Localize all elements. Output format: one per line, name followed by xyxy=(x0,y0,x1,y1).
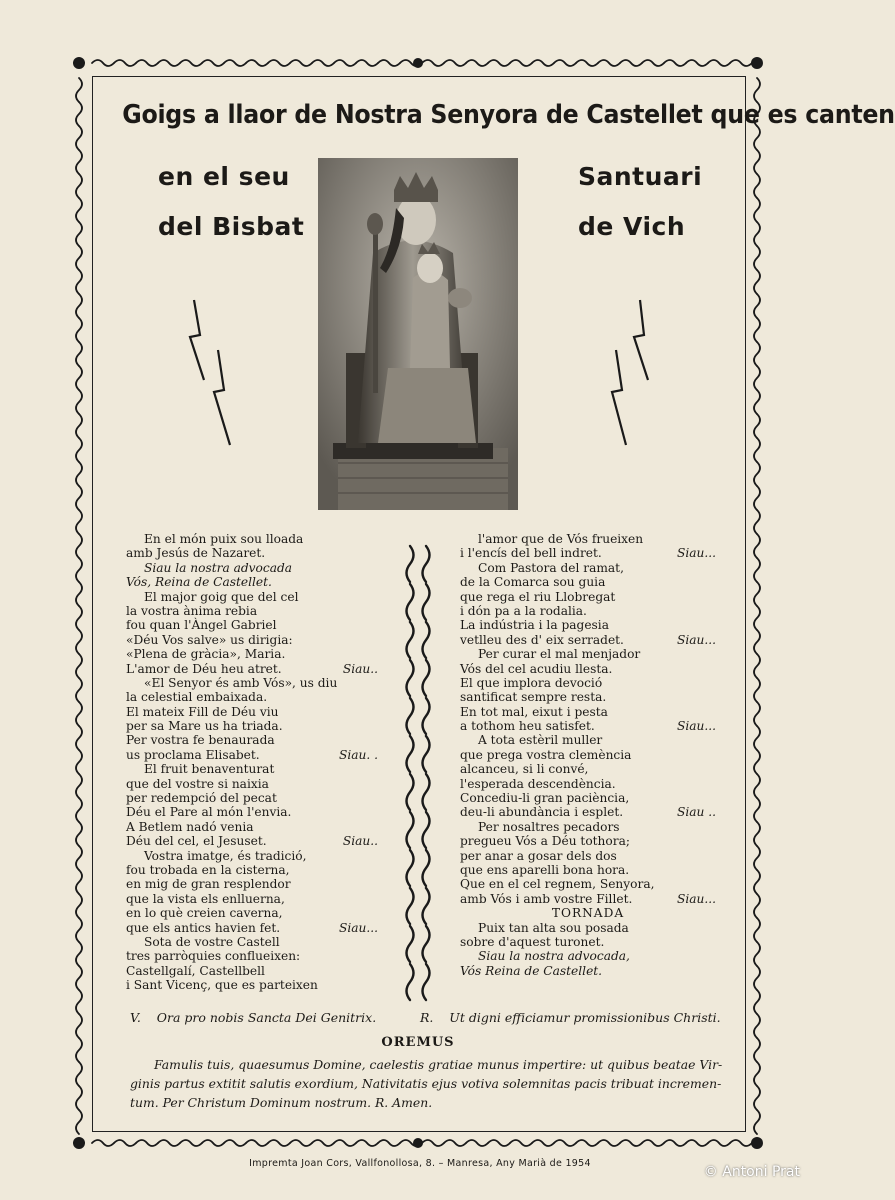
verse-line: per redempció del pecat xyxy=(126,791,277,806)
verse-line: tres parròquies conflueixen: xyxy=(126,949,301,964)
verse-line: L'amor de Déu heu atret. Siau.. xyxy=(126,661,378,676)
verse-line: l'esperada descendència. xyxy=(460,776,616,791)
prayer-line: Famulis tuis, quaesumus Domine, caelestis gratiae munus impertire: ut quibus beatae Vir- xyxy=(154,1057,723,1072)
oremus-prayer xyxy=(130,1055,723,1112)
verse-line: sobre d'aquest turonet. xyxy=(460,934,605,949)
verse-line: i dón pa a la rodalia. xyxy=(460,603,587,618)
verse-line: que del vostre si naixia xyxy=(126,776,269,791)
verse-line: que els antics havien fet. Siau... xyxy=(126,920,378,935)
verse-line: alcanceu, si li convé, xyxy=(460,762,589,777)
verse-line: Concediu-li gran paciència, xyxy=(460,791,630,806)
verse-line: amb Vós i amb vostre Fillet. Siau... xyxy=(460,891,716,906)
verse-line: Per vostra fe benaurada xyxy=(126,733,275,748)
verses-left-column xyxy=(126,532,378,993)
versicle-r: R. Ut digni efficiamur promissionibus Christi. xyxy=(420,1010,721,1025)
verse-line: vetlleu des d' eix serradet. Siau... xyxy=(460,632,716,647)
verse-line: us proclama Elisabet. Siau. . xyxy=(126,747,378,762)
verse-line: per anar a gosar dels dos xyxy=(460,848,617,863)
subtitle-left-2: del Bisbat xyxy=(158,212,305,241)
verse-line: en mig de gran resplendor xyxy=(126,877,291,892)
verse-line: La indústria i la pagesia xyxy=(460,618,609,633)
verse-line: El mateix Fill de Déu viu xyxy=(126,704,279,719)
verse-line: que ens aparelli bona hora. xyxy=(460,862,630,877)
printer-imprint: Impremta Joan Cors, Vallfonollosa, 8. – Manresa, Any Marià de 1954 xyxy=(249,1158,591,1169)
refrain-marker: Siau.. xyxy=(342,661,378,676)
verse-line: pregueu Vós a Déu tothora; xyxy=(460,834,630,849)
verse-line: El que implora devoció xyxy=(460,675,603,690)
verse-line: Siau la nostra advocada, xyxy=(478,949,630,964)
refrain-marker: Siau.. xyxy=(342,834,378,849)
verse-line: que prega vostra clemència xyxy=(460,747,632,762)
verse-line: Per nosaltres pecadors xyxy=(478,819,620,834)
page-title: Goigs a llaor de Nostra Senyora de Castellet que es canten xyxy=(122,100,895,130)
refrain-marker: Siau... xyxy=(677,719,716,734)
versicle-v: V. Ora pro nobis Sancta Dei Genitrix. xyxy=(130,1010,377,1025)
verse-line: Siau la nostra advocada xyxy=(144,560,293,575)
verse-line: El major goig que del cel xyxy=(144,589,299,604)
refrain-marker: Siau. . xyxy=(339,747,378,762)
verse-line: Castellgalí, Castellbell xyxy=(126,963,265,978)
verse-line: per sa Mare us ha triada. xyxy=(126,719,283,734)
verse-line: santificat sempre resta. xyxy=(460,690,607,705)
verse-line: de la Comarca sou guia xyxy=(460,575,606,590)
verse-line: En el món puix sou lloada xyxy=(144,532,304,546)
verse-line: fou quan l'Àngel Gabriel xyxy=(126,618,277,633)
verse-line: Per curar el mal menjador xyxy=(478,647,641,662)
verse-line: i Sant Vicenç, que es parteixen xyxy=(126,978,318,993)
verse-line: Vostra imatge, és tradició, xyxy=(144,848,307,863)
verses-right-column xyxy=(460,532,716,978)
verse-line: Déu el Pare al món l'envia. xyxy=(126,805,292,820)
verse-line: i l'encís del bell indret. Siau... xyxy=(460,546,716,561)
verse-line: que la vista els enlluerna, xyxy=(126,891,285,906)
prayer-line: tum. Per Christum Dominum nostrum. R. Amen. xyxy=(130,1095,433,1110)
verse-line: la celestial embaixada. xyxy=(126,690,268,705)
verse-line: Vós del cel acudiu llesta. xyxy=(460,661,613,676)
verse-line: A Betlem nadó venia xyxy=(126,819,254,834)
refrain-marker: Siau... xyxy=(339,920,378,935)
verse-line: Déu del cel, el Jesuset. Siau.. xyxy=(126,834,378,849)
verse-line: A tota estèril muller xyxy=(478,733,603,748)
verse-line: El fruit benaventurat xyxy=(144,762,275,777)
verse-line: En tot mal, eixut i pesta xyxy=(460,704,608,719)
copyright-watermark: © Antoni Prat xyxy=(703,1164,800,1180)
verse-line: fou trobada en la cisterna, xyxy=(126,862,290,877)
verse-line: la vostra ànima rebia xyxy=(126,603,258,618)
verse-line: deu-li abundància i esplet. Siau .. xyxy=(460,805,716,820)
verse-line: «Déu Vos salve» us dirigia: xyxy=(126,632,293,647)
prayer-line: ginis partus extitit salutis exordium, Nativitatis ejus votiva solemnitas pacis tribuat incremen- xyxy=(130,1076,722,1091)
verse-line: Vós, Reina de Castellet. xyxy=(126,575,272,590)
refrain-marker: Siau .. xyxy=(677,805,716,820)
refrain-marker: Siau... xyxy=(677,546,716,561)
subtitle-left-1: en el seu xyxy=(158,162,290,191)
verse-line: a tothom heu satisfet. Siau... xyxy=(460,719,716,734)
verse-line: en lo què creien caverna, xyxy=(126,906,283,921)
verse-line: l'amor que de Vós frueixen xyxy=(478,532,644,546)
verse-line: que rega el riu Llobregat xyxy=(460,589,616,604)
tornada-heading: TORNADA xyxy=(551,906,625,921)
subtitle-right-2: de Vich xyxy=(578,212,686,241)
verse-line: Puix tan alta sou posada xyxy=(478,920,629,935)
oremus-heading: OREMUS xyxy=(381,1035,455,1050)
verse-line: «El Senyor és amb Vós», us diu xyxy=(144,675,338,690)
virgin-statue-photo xyxy=(318,158,518,510)
refrain-marker: Siau... xyxy=(677,632,716,647)
refrain-marker: Siau... xyxy=(677,891,716,906)
verse-line: Com Pastora del ramat, xyxy=(478,560,624,575)
verse-line: «Plena de gràcia», Maria. xyxy=(126,647,286,662)
verse-line: Sota de vostre Castell xyxy=(144,934,280,949)
verse-line: amb Jesús de Nazaret. xyxy=(126,546,266,561)
subtitle-right-1: Santuari xyxy=(578,162,703,191)
verse-line: Que en el cel regnem, Senyora, xyxy=(460,877,655,892)
verse-line: Vós Reina de Castellet. xyxy=(460,963,603,978)
